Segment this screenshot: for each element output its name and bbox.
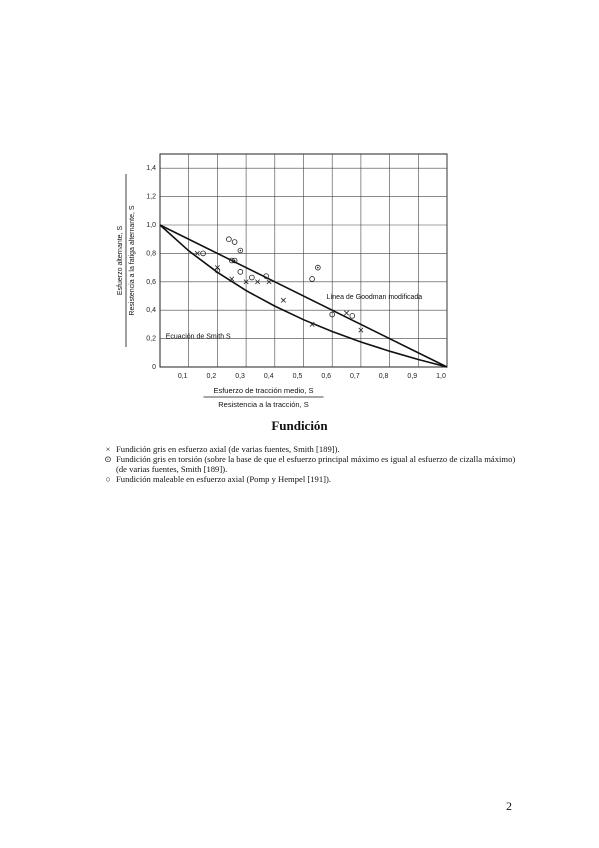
y-tick-label: 0 [152,364,156,371]
circled-dot-marker-center [234,260,236,262]
x-marker [230,277,234,281]
y-tick-label: 0,6 [146,278,156,286]
chart [110,150,470,415]
legend-text: Fundición gris en torsión (sobre la base de que el esfuerzo principal máximo es igual al esfuerzo de cizalla máximo) (de varias fuentes, Smith [189]). [116,454,516,474]
x-tick-label: 0,8 [378,373,389,380]
legend [100,444,520,484]
x-tick-label: 0,9 [407,373,418,380]
x-tick-label: 1,0 [436,373,446,380]
x-tick-label: 0,4 [263,373,274,380]
x-tick-label: 0,7 [350,373,360,380]
x-marker-icon: × [105,444,111,454]
x-axis-label-bottom: Resistencia a la tracción, S [218,400,309,409]
circled-dot-marker-center [240,250,242,252]
x-tick-label: 0,5 [292,373,303,380]
circle-marker [249,275,254,280]
y-tick-label: 1,2 [146,193,156,201]
y-tick-label: 0,8 [146,250,156,258]
y-axis-label-top: Esfuerzo alternante, S [117,225,124,296]
legend-item [100,474,520,484]
y-tick-label: 1,4 [146,165,156,173]
legend-text: Fundición maleable en esfuerzo axial (Pomp y Hempel [191]). [116,474,332,484]
circle-marker [226,237,231,242]
legend-item [100,444,520,454]
y-tick-label: 0,4 [146,307,156,315]
circled-dot-marker-icon: ⊙ [104,454,112,464]
circled-dot-marker-center [317,267,319,269]
x-tick-label: 0,2 [206,373,217,380]
legend-item [100,454,520,474]
y-axis-label-bottom: Resistencia a la fatiga alternante, S [129,205,136,316]
page-number: 2 [506,799,512,813]
y-tick-label: 0,2 [146,335,156,343]
figure-caption: Fundición [271,418,328,433]
circle-marker [238,269,243,274]
circle-marker [350,313,355,318]
legend-text: Fundición gris en esfuerzo axial (de varias fuentes, Smith [189]). [116,444,340,454]
circle-marker [232,240,237,245]
circle-marker-icon: ○ [105,474,111,484]
circle-marker [310,277,315,282]
x-tick-label: 0,3 [235,373,245,380]
smith-annotation: Ecuación de Smith S [165,333,231,341]
chart-svg [110,150,470,415]
x-tick-label: 0,1 [177,373,188,380]
goodman-annotation: Línea de Goodman modificada [326,293,423,301]
x-axis-label-top: Esfuerzo de tracción medio, S [213,386,314,395]
x-tick-label: 0,6 [321,373,332,380]
x-marker [344,311,348,315]
y-tick-label: 1,0 [146,222,156,229]
x-marker [281,298,285,302]
